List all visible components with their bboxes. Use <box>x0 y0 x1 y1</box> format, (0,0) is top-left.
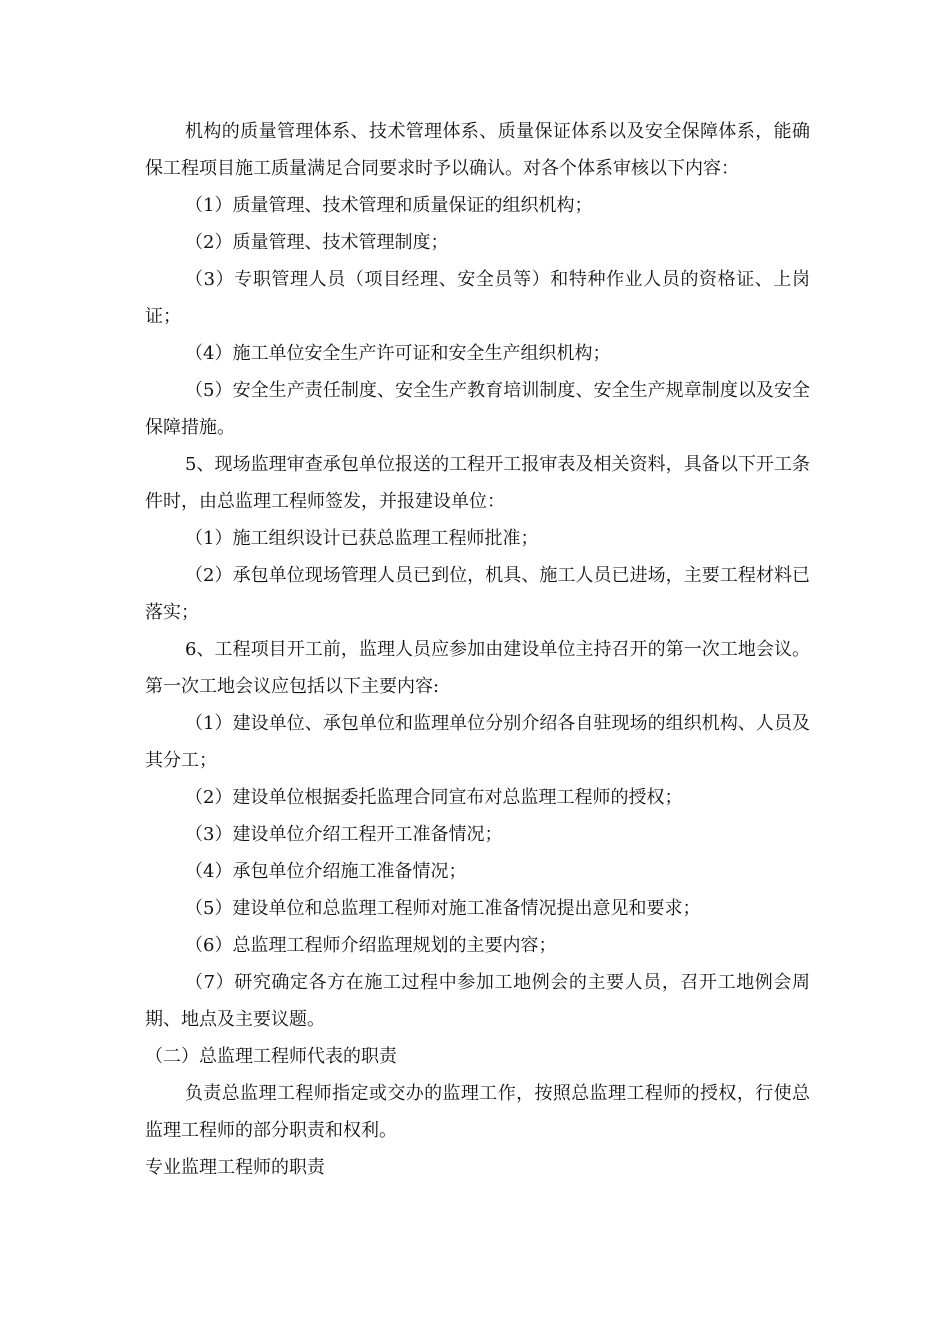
list-item-construction-design-approved: （1）施工组织设计已获总监理工程师批准； <box>185 528 539 549</box>
paragraph-first-site-meeting: 6、工程项目开工前，监理人员应参加由建设单位主持召开的第一次工地会议。 第一次工地会议应包括以下主要内容: <box>145 639 810 697</box>
list-item-contractor-preparation: （4）承包单位介绍施工准备情况； <box>185 861 467 882</box>
list-item-personnel-certificates: （3）专职管理人员（项目经理、安全员等）和特种作业人员的资格证、上岗证； <box>145 269 810 327</box>
list-item-safety-responsibility: （5）安全生产责任制度、安全生产教育培训制度、安全生产规章制度以及安全保障措施。 <box>145 380 810 438</box>
list-item-management-system: （2）质量管理、技术管理制度； <box>185 232 449 253</box>
paragraph-deputy-duties: 负责总监理工程师指定或交办的监理工作，按照总监理工程师的授权，行使总监理工程师的部分职责和权利。 <box>145 1083 810 1141</box>
list-item-opinions-requirements: （5）建设单位和总监理工程师对施工准备情况提出意见和要求； <box>185 898 701 919</box>
list-item-supervision-plan: （6）总监理工程师介绍监理规划的主要内容； <box>185 935 557 956</box>
section-heading-deputy-duties: （二）总监理工程师代表的职责 <box>145 1046 397 1067</box>
list-item-introduce-organizations: （1）建设单位、承包单位和监理单位分别介绍各自驻现场的组织机构、人员及其分工； <box>145 713 810 771</box>
list-item-site-meeting-arrangements: （7）研究确定各方在施工过程中参加工地例会的主要人员，召开工地例会周期、地点及主要议题。 <box>145 972 810 1030</box>
document-body <box>145 113 810 1186</box>
list-item-safety-license: （4）施工单位安全生产许可证和安全生产组织机构； <box>185 343 611 364</box>
list-item-owner-preparation: （3）建设单位介绍工程开工准备情况； <box>185 824 503 845</box>
list-item-quality-organization: （1）质量管理、技术管理和质量保证的组织机构； <box>185 195 593 216</box>
paragraph-quality-system-confirmation: 机构的质量管理体系、技术管理体系、质量保证体系以及安全保障体系，能确保工程项目施工质量满足合同要求时予以确认。对各个体系审核以下内容： <box>145 121 810 179</box>
section-heading-specialist-duties: 专业监理工程师的职责 <box>145 1157 325 1178</box>
paragraph-start-work-review: 5、现场监理审查承包单位报送的工程开工报审表及相关资料，具备以下开工条件时，由总监理工程师签发，并报建设单位： <box>145 454 810 512</box>
list-item-announce-authorization: （2）建设单位根据委托监理合同宣布对总监理工程师的授权； <box>185 787 683 808</box>
list-item-staff-materials-ready: （2）承包单位现场管理人员已到位，机具、施工人员已进场，主要工程材料已落实； <box>145 565 810 623</box>
